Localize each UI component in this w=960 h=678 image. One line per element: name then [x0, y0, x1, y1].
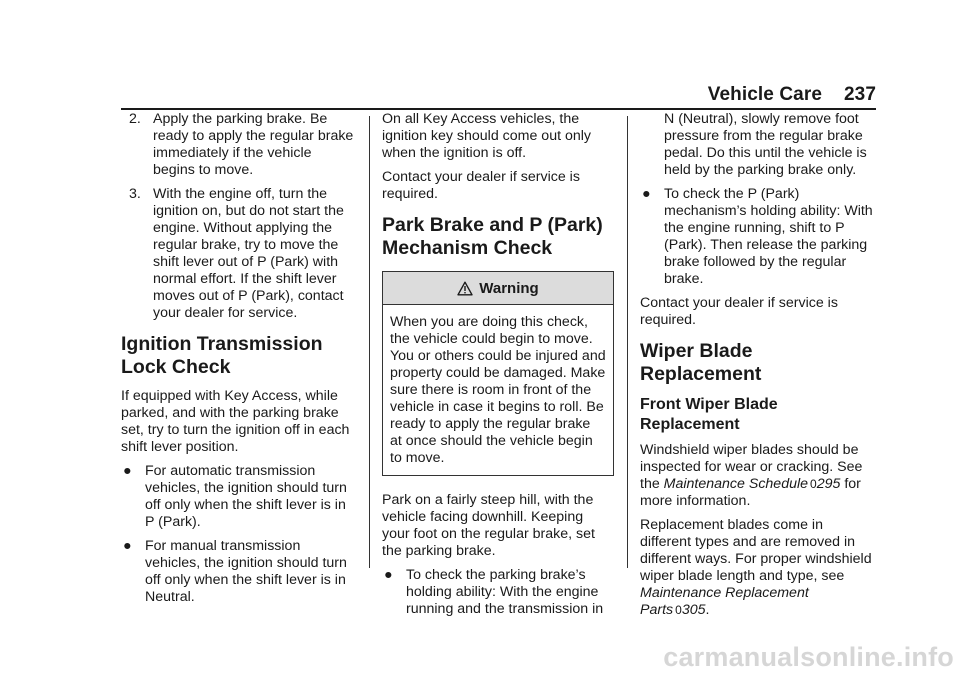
- bullet-item: [640, 186, 876, 288]
- step-text: With the engine off, turn the ignition on, but do not start the engine. Without applying the regular brake, try to move the shift lever out of P (Park) with normal effort. If the shift lever moves out of P (Park), contact your dealer for service.: [153, 186, 344, 321]
- column-divider-2: [627, 116, 628, 568]
- warning-icon: [457, 281, 473, 296]
- watermark: carmanualsonline.info: [663, 642, 954, 672]
- warning-box: [382, 271, 614, 476]
- paragraph: On all Key Access vehicles, the ignition key should come out only when the ignition is off.: [382, 111, 591, 161]
- section-title: Vehicle Care: [707, 84, 822, 105]
- page-reference[interactable]: 295: [816, 476, 841, 492]
- paragraph: [640, 442, 876, 510]
- step-text: Apply the parking brake. Be ready to apply the regular brake immediately if the vehicle begins to move.: [153, 111, 354, 178]
- step-number: 2.: [129, 111, 141, 127]
- bullet-continuation: N (Neutral), slowly remove foot pressure from the regular brake pedal. Do this until the vehicle is held by the parking brake only.: [664, 111, 867, 178]
- page-reference[interactable]: 305: [681, 602, 706, 618]
- subheading-front-wiper: Front Wiper Blade Replacement: [640, 396, 778, 433]
- cross-reference-link[interactable]: Maintenance Replacement Parts: [640, 585, 809, 618]
- bullet-text: To check the P (Park) mechanism’s holding ability: With the engine running, shift to P (Park). Then release the parking brake followed by the regular brake.: [664, 186, 873, 287]
- step-3: [121, 186, 356, 322]
- column-divider-1: [369, 116, 370, 568]
- step-number: 3.: [129, 186, 141, 202]
- bullet-item: [121, 463, 356, 531]
- page-header: [708, 84, 876, 106]
- paragraph: If equipped with Key Access, while parked, and with the parking brake set, try to turn the ignition off in each shift lever position.: [121, 388, 350, 455]
- cross-reference-link[interactable]: Maintenance Schedule: [663, 476, 809, 492]
- paragraph: Park on a fairly steep hill, with the vehicle facing downhill. Keeping your foot on the regular brake, set the parking brake.: [382, 492, 595, 559]
- page-ref-icon: 0: [810, 477, 817, 491]
- text-fragment: Windshield wiper blades should be inspected for wear or cracking. See the: [640, 442, 863, 492]
- bullet-icon: ●: [642, 186, 651, 202]
- text-fragment: Replacement blades come in different types and are removed in different ways. For proper windshield wiper blade length and type, see: [640, 517, 872, 584]
- bullet-icon: ●: [123, 463, 132, 479]
- section-heading-park-brake: Park Brake and P (Park) Mechanism Check: [382, 214, 603, 259]
- text-fragment: .: [705, 602, 710, 618]
- bullet-icon: ●: [123, 538, 132, 554]
- bullet-text: For automatic transmission vehicles, the ignition should turn off only when the shift lever is in P (Park).: [145, 463, 347, 530]
- warning-body: When you are doing this check, the vehicle could begin to move. You or others could be injured and property could be damaged. Make sure there is room in front of the vehicle in case it begins to roll. Be ready to apply the regular brake at once should the vehicle begin to move.: [390, 314, 606, 466]
- text-fragment: for more information.: [640, 476, 861, 509]
- page-ref-icon: 0: [675, 603, 682, 617]
- paragraph: Contact your dealer if service is required.: [640, 295, 838, 328]
- warning-header: [383, 272, 613, 305]
- bullet-text: To check the parking brake’s holding ability: With the engine running and the transmission in: [406, 567, 604, 617]
- section-heading-wiper: Wiper Blade Replacement: [640, 340, 762, 385]
- paragraph: [640, 517, 876, 619]
- column-1: [121, 111, 356, 613]
- paragraph: Contact your dealer if service is required.: [382, 169, 580, 202]
- bullet-item: [121, 538, 356, 606]
- header-rule: [121, 108, 876, 110]
- column-3: [640, 111, 876, 626]
- step-2: [121, 111, 356, 179]
- warning-title: Warning: [479, 279, 539, 297]
- page-number: 237: [843, 84, 876, 105]
- bullet-item: [382, 567, 614, 618]
- bullet-text: For manual transmission vehicles, the ignition should turn off only when the shift lever is in Neutral.: [145, 538, 347, 605]
- section-heading-ignition-lock: Ignition Transmission Lock Check: [121, 333, 323, 378]
- column-2: [382, 111, 614, 625]
- bullet-icon: ●: [384, 567, 393, 583]
